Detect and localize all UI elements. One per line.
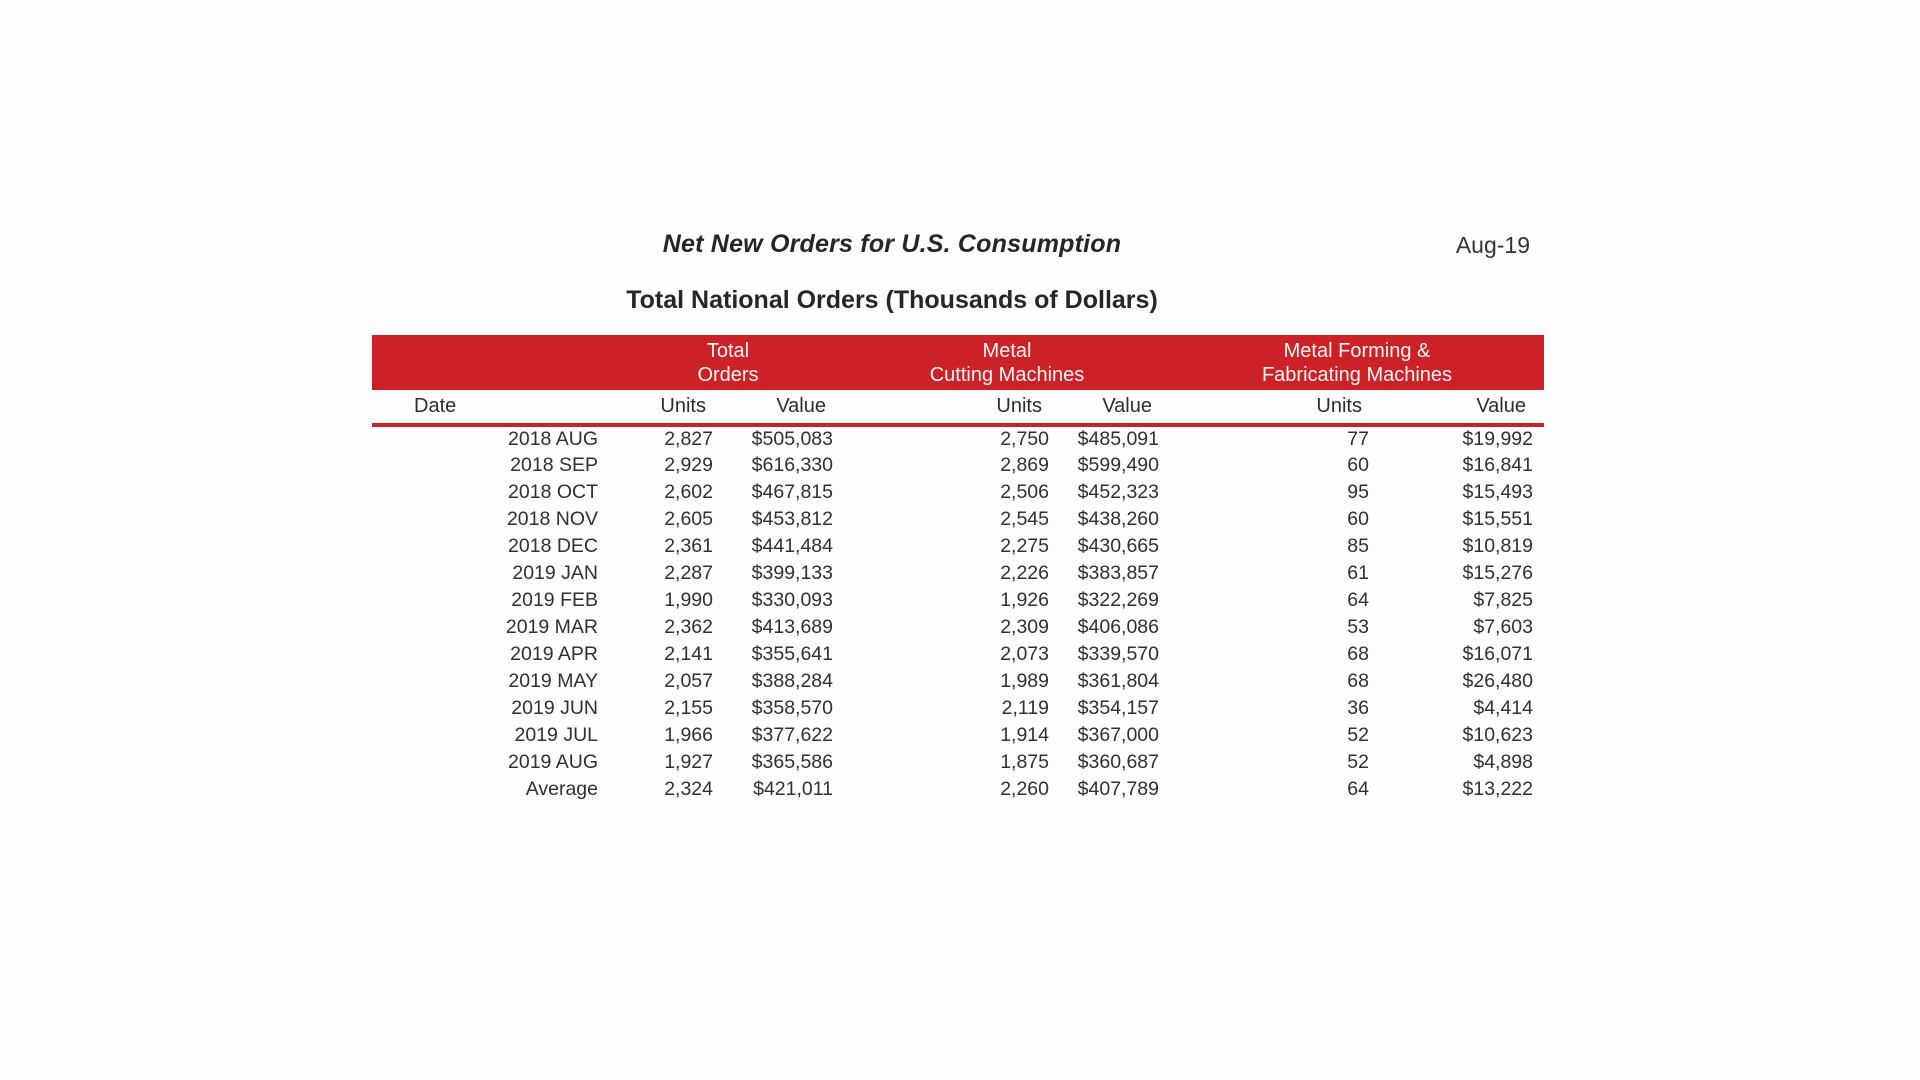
cell-date: 2018 AUG (508, 428, 598, 450)
cell-mf-units: 64 (1347, 589, 1369, 611)
table-row (372, 722, 1544, 749)
cell-total-value: $441,484 (751, 535, 833, 557)
cell-mf-units: 68 (1347, 643, 1369, 665)
cell-mc-value: $322,269 (1077, 589, 1159, 611)
cell-mc-units: 2,506 (1000, 481, 1049, 503)
cell-mf-units: 52 (1347, 724, 1369, 746)
cell-mf-value: $4,898 (1473, 751, 1533, 773)
cell-date: Average (525, 778, 598, 800)
cell-mc-units: 2,275 (1000, 535, 1049, 557)
group-header-line1: Metal Forming & (1283, 339, 1431, 362)
cell-date: 2019 MAY (508, 670, 598, 692)
cell-mc-value: $438,260 (1077, 508, 1159, 530)
cell-total-units: 1,927 (664, 751, 713, 773)
group-header-band (372, 335, 1544, 390)
cell-mc-units: 2,309 (1000, 616, 1049, 638)
cell-mc-units: 2,869 (1000, 454, 1049, 476)
cell-mc-value: $383,857 (1077, 562, 1159, 584)
cell-total-value: $388,284 (751, 670, 833, 692)
cell-mc-units: 2,750 (1000, 428, 1049, 450)
cell-total-units: 2,141 (664, 643, 713, 665)
cell-total-value: $365,586 (751, 751, 833, 773)
cell-mf-value: $16,071 (1462, 643, 1533, 665)
cell-mf-units: 53 (1347, 616, 1369, 638)
cell-mc-value: $339,570 (1077, 643, 1159, 665)
table-row (372, 668, 1544, 695)
table-row (372, 614, 1544, 641)
column-header-value3: Value (1476, 395, 1526, 417)
cell-mc-value: $452,323 (1077, 481, 1159, 503)
cell-mf-units: 60 (1347, 454, 1369, 476)
column-header-date: Date (414, 395, 457, 417)
table-row (372, 749, 1544, 776)
column-header-row (372, 390, 1544, 425)
cell-mc-units: 1,875 (1000, 751, 1049, 773)
table-row (372, 506, 1544, 533)
table-row (372, 425, 1544, 452)
group-header-line2: Fabricating Machines (1261, 363, 1453, 386)
cell-date: 2018 OCT (508, 481, 598, 503)
table-row (372, 533, 1544, 560)
cell-mf-units: 85 (1347, 535, 1369, 557)
table-body (372, 425, 1544, 803)
cell-mc-value: $485,091 (1077, 428, 1159, 450)
group-header-line2: Orders (697, 363, 759, 386)
cell-mc-units: 2,119 (1001, 697, 1049, 719)
cell-date: 2019 JUL (514, 724, 598, 746)
column-header-value2: Value (1102, 395, 1152, 417)
cell-total-units: 2,362 (664, 616, 713, 638)
cell-mc-value: $367,000 (1077, 724, 1159, 746)
cell-total-value: $616,330 (751, 454, 833, 476)
cell-mf-value: $19,992 (1462, 428, 1533, 450)
title-row (372, 230, 1544, 262)
cell-mf-units: 64 (1347, 778, 1369, 800)
cell-mc-value: $361,804 (1077, 670, 1159, 692)
cell-mc-value: $354,157 (1077, 697, 1159, 719)
cell-mf-units: 36 (1347, 697, 1369, 719)
cell-date: 2019 FEB (511, 589, 598, 611)
cell-total-units: 2,361 (664, 535, 713, 557)
cell-total-units: 2,324 (664, 778, 713, 800)
cell-total-units: 1,990 (664, 589, 713, 611)
document-page (372, 0, 1544, 803)
cell-mc-value: $599,490 (1077, 454, 1159, 476)
cell-mf-value: $7,603 (1473, 616, 1533, 638)
cell-mc-value: $407,789 (1077, 778, 1159, 800)
cell-total-units: 2,605 (664, 508, 713, 530)
cell-mf-units: 95 (1347, 481, 1369, 503)
cell-mc-value: $406,086 (1077, 616, 1159, 638)
cell-total-units: 2,602 (664, 481, 713, 503)
cell-total-value: $467,815 (751, 481, 833, 503)
column-header-value1: Value (776, 395, 826, 417)
cell-total-units: 2,155 (664, 697, 713, 719)
cell-total-value: $355,641 (751, 643, 833, 665)
table-row (372, 776, 1544, 803)
cell-date: 2018 SEP (510, 454, 598, 476)
cell-mc-units: 1,926 (1000, 589, 1049, 611)
cell-total-value: $377,622 (751, 724, 833, 746)
cell-mc-units: 2,226 (1000, 562, 1049, 584)
group-header-metal-forming (1170, 335, 1544, 390)
cell-total-value: $358,570 (751, 697, 833, 719)
cell-mc-units: 1,989 (1000, 670, 1049, 692)
cell-mf-value: $4,414 (1473, 697, 1533, 719)
cell-date: 2018 DEC (508, 535, 598, 557)
cell-total-units: 2,287 (664, 562, 713, 584)
cell-mf-units: 61 (1347, 562, 1369, 584)
table-row (372, 560, 1544, 587)
cell-date: 2019 AUG (508, 751, 598, 773)
cell-total-value: $399,133 (751, 562, 833, 584)
cell-mc-units: 2,073 (1000, 643, 1049, 665)
column-header-units1: Units (660, 395, 706, 417)
cell-total-value: $505,083 (751, 428, 833, 450)
group-header-spacer (372, 335, 612, 390)
cell-mc-units: 1,914 (1000, 724, 1049, 746)
cell-mf-value: $15,551 (1462, 508, 1533, 530)
table-row (372, 479, 1544, 506)
orders-table (372, 335, 1544, 803)
cell-total-units: 2,929 (664, 454, 713, 476)
cell-mc-value: $430,665 (1077, 535, 1159, 557)
cell-total-value: $413,689 (751, 616, 833, 638)
cell-mc-units: 2,545 (1000, 508, 1049, 530)
cell-date: 2019 JUN (511, 697, 598, 719)
cell-total-units: 2,827 (664, 428, 713, 450)
cell-mf-value: $16,841 (1462, 454, 1533, 476)
column-header-units3: Units (1316, 395, 1362, 417)
group-header-line1: Metal (982, 339, 1032, 362)
column-header-units2: Units (996, 395, 1042, 417)
cell-mf-value: $15,493 (1462, 481, 1533, 503)
cell-mc-value: $360,687 (1077, 751, 1159, 773)
cell-mf-value: $10,623 (1462, 724, 1533, 746)
group-header-line2: Cutting Machines (929, 363, 1085, 386)
cell-mc-units: 2,260 (1000, 778, 1049, 800)
cell-date: 2019 JAN (512, 562, 598, 584)
cell-date: 2019 MAR (505, 616, 598, 638)
cell-mf-units: 77 (1347, 428, 1369, 450)
page-title: Net New Orders for U.S. Consumption (662, 230, 1122, 258)
cell-total-value: $330,093 (751, 589, 833, 611)
group-header-metal-cutting (844, 335, 1170, 390)
cell-mf-value: $15,276 (1462, 562, 1533, 584)
group-header-total-orders (612, 335, 844, 390)
group-header-line1: Total (706, 339, 750, 362)
cell-total-units: 2,057 (664, 670, 713, 692)
cell-mf-value: $7,825 (1473, 589, 1533, 611)
report-date-label: Aug-19 (1455, 232, 1530, 258)
cell-mf-units: 52 (1347, 751, 1369, 773)
cell-mf-value: $26,480 (1462, 670, 1533, 692)
cell-date: 2018 NOV (506, 508, 598, 530)
table-row (372, 641, 1544, 668)
cell-mf-value: $13,222 (1462, 778, 1533, 800)
cell-total-units: 1,966 (664, 724, 713, 746)
table-row (372, 452, 1544, 479)
table-row (372, 587, 1544, 614)
cell-mf-value: $10,819 (1462, 535, 1533, 557)
cell-total-value: $453,812 (751, 508, 833, 530)
table-row (372, 695, 1544, 722)
cell-date: 2019 APR (510, 643, 598, 665)
cell-mf-units: 60 (1347, 508, 1369, 530)
cell-mf-units: 68 (1347, 670, 1369, 692)
page-subtitle: Total National Orders (Thousands of Dollars) (626, 286, 1158, 314)
cell-total-value: $421,011 (753, 778, 833, 800)
